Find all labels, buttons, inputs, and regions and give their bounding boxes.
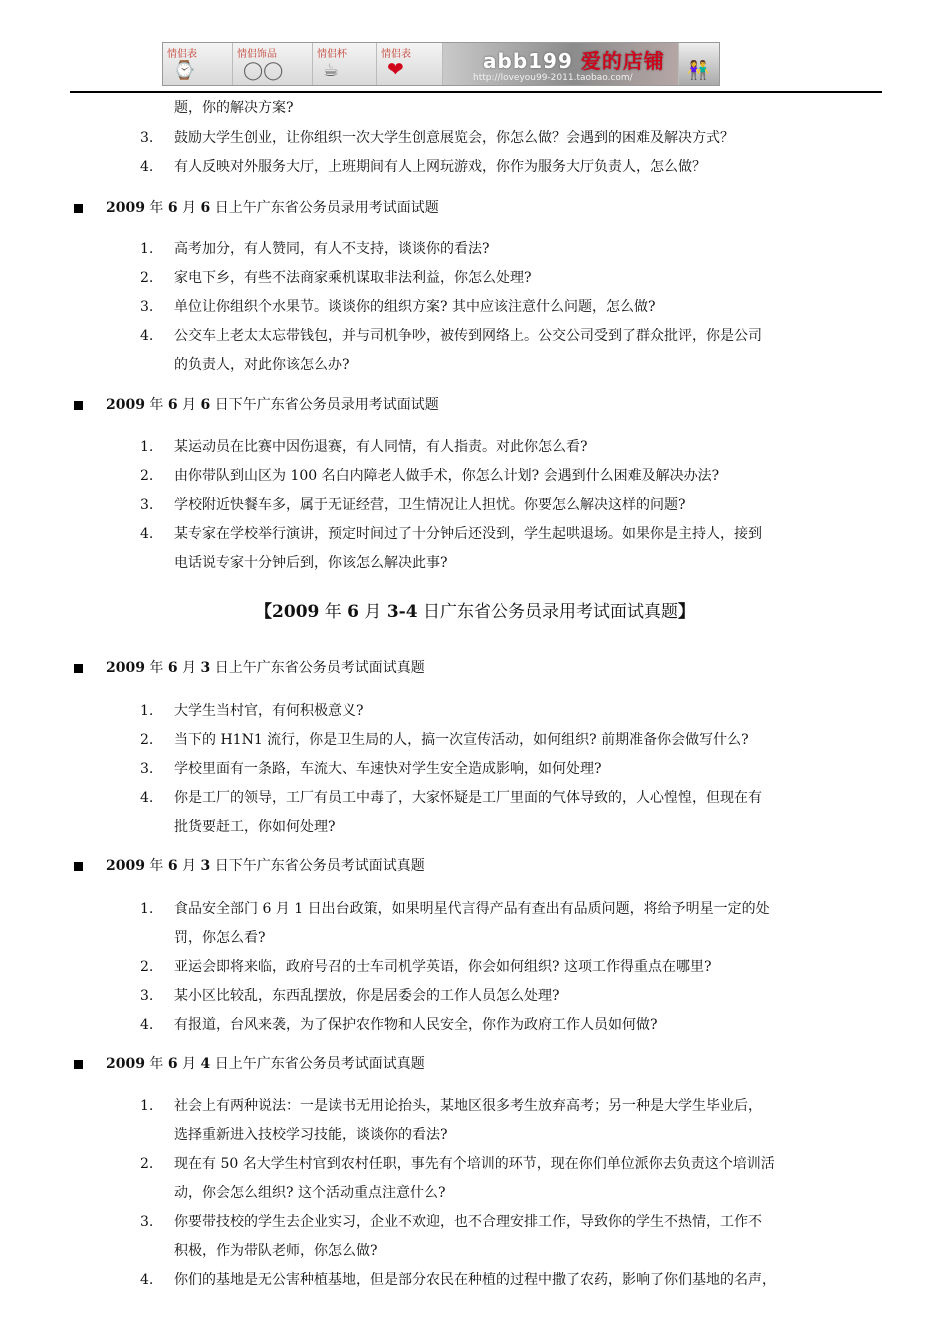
- list-item: 你是工厂的领导，工厂有员工中毒了，大家怀疑是工厂里面的气体导致的，人心惶惶，但现在有: [174, 790, 762, 806]
- list-item: 大学生当村官，有何积极意义?: [174, 703, 364, 719]
- list-item-number: 1.: [140, 703, 154, 719]
- list-item: 某小区比较乱，东西乱摆放，你是居委会的工作人员怎么处理?: [174, 988, 560, 1004]
- section-title: 2009 年 6 月 4 日上午广东省公务员考试面试真题: [106, 1056, 425, 1072]
- list-item-number: 3.: [140, 761, 154, 777]
- shop-banner[interactable]: [162, 42, 720, 86]
- list-item-number: 4.: [140, 790, 154, 806]
- list-item: 有人反映对外服务大厅，上班期间有人上网玩游戏，你作为服务大厅负责人，怎么做？: [174, 159, 706, 175]
- list-item-continuation: 积极，作为带队老师，你怎么做?: [174, 1243, 378, 1259]
- list-item-number: 4.: [140, 1272, 154, 1288]
- couple-icon: 👫: [687, 60, 710, 81]
- square-bullet-icon: [74, 204, 83, 213]
- list-item: 食品安全部门 6 月 1 日出台政策，如果明星代言得产品有查出有品质问题，将给予明星一定的处: [174, 901, 770, 917]
- list-item-number: 1.: [140, 1098, 154, 1114]
- list-item-number: 2.: [140, 732, 154, 748]
- banner-cell-label: 情侣表: [381, 49, 411, 60]
- banner-cell-watch: [163, 43, 233, 85]
- banner-cell-cup: [313, 43, 377, 85]
- banner-couple-photo: [679, 43, 719, 85]
- banner-cell-label: 情侣表: [167, 49, 197, 60]
- list-item-number: 4.: [140, 328, 154, 344]
- banner-cell-label: 情侣杯: [317, 49, 347, 60]
- list-item: 由你带队到山区为 100 名白内障老人做手术，你怎么计划? 会遇到什么困难及解决办法?: [174, 468, 720, 484]
- list-item-number: 3.: [140, 1214, 154, 1230]
- square-bullet-icon: [74, 401, 83, 410]
- list-item-number: 1.: [140, 901, 154, 917]
- banner-cell-label: 情侣饰品: [237, 49, 277, 60]
- list-item-number: 2.: [140, 1156, 154, 1172]
- list-item-continuation: 的负责人，对此你该怎么办?: [174, 357, 350, 373]
- section-title: 2009 年 6 月 6 日下午广东省公务员录用考试面试题: [106, 397, 439, 413]
- list-item: 某专家在学校举行演讲，预定时间过了十分钟后还没到，学生起哄退场。如果你是主持人，接到: [174, 526, 762, 542]
- shop-name: abb199 爱的店铺: [483, 49, 665, 73]
- list-item: 你要带技校的学生去企业实习，企业不欢迎，也不合理安排工作，导致你的学生不热情，工作不: [174, 1214, 762, 1230]
- list-item: 学校里面有一条路，车流大、车速快对学生安全造成影响，如何处理?: [174, 761, 602, 777]
- list-item-number: 1.: [140, 241, 154, 257]
- list-item: 亚运会即将来临，政府号召的士车司机学英语，你会如何组织? 这项工作得重点在哪里?: [174, 959, 712, 975]
- list-item-number: 3.: [140, 299, 154, 315]
- banner-cell-heart-watch: [377, 43, 443, 85]
- list-item: 家电下乡，有些不法商家乘机谋取非法利益，你怎么处理?: [174, 270, 532, 286]
- cup-icon: ☕: [323, 60, 340, 81]
- square-bullet-icon: [74, 862, 83, 871]
- list-item: 当下的 H1N1 流行，你是卫生局的人，搞一次宣传活动，如何组织? 前期准备你会做写什么?: [174, 732, 749, 748]
- list-item-number: 4.: [140, 1017, 154, 1033]
- list-item: 学校附近快餐车多，属于无证经营，卫生情况让人担忧。你要怎么解决这样的问题?: [174, 497, 686, 513]
- section-title: 2009 年 6 月 3 日上午广东省公务员考试面试真题: [106, 660, 425, 676]
- list-item: 高考加分，有人赞同，有人不支持，谈谈你的看法?: [174, 241, 490, 257]
- list-item-number: 3.: [140, 130, 154, 146]
- list-item-continuation: 批货要赶工，你如何处理?: [174, 819, 336, 835]
- heart-icon: ❤: [387, 57, 404, 81]
- list-item-number: 3.: [140, 988, 154, 1004]
- main-heading: 【2009 年 6 月 3-4 日广东省公务员录用考试面试真题】: [255, 602, 695, 622]
- section-title: 2009 年 6 月 3 日下午广东省公务员考试面试真题: [106, 858, 425, 874]
- list-item-number: 2.: [140, 959, 154, 975]
- list-item: 社会上有两种说法：一是读书无用论抬头，某地区很多考生放弃高考；另一种是大学生毕业后，: [174, 1098, 762, 1114]
- list-item-number: 1.: [140, 439, 154, 455]
- section-title: 2009 年 6 月 6 日上午广东省公务员录用考试面试题: [106, 200, 439, 216]
- square-bullet-icon: [74, 1060, 83, 1069]
- banner-shop-panel: [443, 43, 679, 85]
- banner-cell-jewelry: [233, 43, 313, 85]
- list-item: 公交车上老太太忘带钱包，并与司机争吵，被传到网络上。公交公司受到了群众批评，你是公司: [174, 328, 762, 344]
- list-item-continuation: 题，你的解决方案?: [174, 100, 294, 116]
- watch-icon: ⌚: [173, 60, 196, 81]
- square-bullet-icon: [74, 664, 83, 673]
- list-item-continuation: 选择重新进入技校学习技能，谈谈你的看法?: [174, 1127, 448, 1143]
- ring-icon: ◯◯: [243, 60, 284, 81]
- list-item-continuation: 电话说专家十分钟后到，你该怎么解决此事?: [174, 555, 448, 571]
- list-item-number: 2.: [140, 468, 154, 484]
- list-item-number: 4.: [140, 159, 154, 175]
- list-item-number: 2.: [140, 270, 154, 286]
- list-item-continuation: 罚，你怎么看?: [174, 930, 266, 946]
- header-rule: [70, 91, 882, 93]
- list-item: 单位让你组织个水果节。谈谈你的组织方案? 其中应该注意什么问题，怎么做?: [174, 299, 656, 315]
- shop-url: http://loveyou99-2011.taobao.com/: [473, 73, 633, 83]
- list-item-number: 3.: [140, 497, 154, 513]
- list-item: 你们的基地是无公害种植基地，但是部分农民在种植的过程中撒了农药，影响了你们基地的名声，: [174, 1272, 776, 1288]
- list-item-number: 4.: [140, 526, 154, 542]
- list-item: 某运动员在比赛中因伤退赛，有人同情，有人指责。对此你怎么看?: [174, 439, 588, 455]
- list-item: 现在有 50 名大学生村官到农村任职，事先有个培训的环节，现在你们单位派你去负责这个培训活: [174, 1156, 775, 1172]
- list-item: 有报道，台风来袭，为了保护农作物和人民安全，你作为政府工作人员如何做?: [174, 1017, 658, 1033]
- list-item-continuation: 动，你会怎么组织? 这个活动重点注意什么?: [174, 1185, 446, 1201]
- list-item: 鼓励大学生创业，让你组织一次大学生创意展览会，你怎么做？会遇到的困难及解决方式？: [174, 130, 734, 146]
